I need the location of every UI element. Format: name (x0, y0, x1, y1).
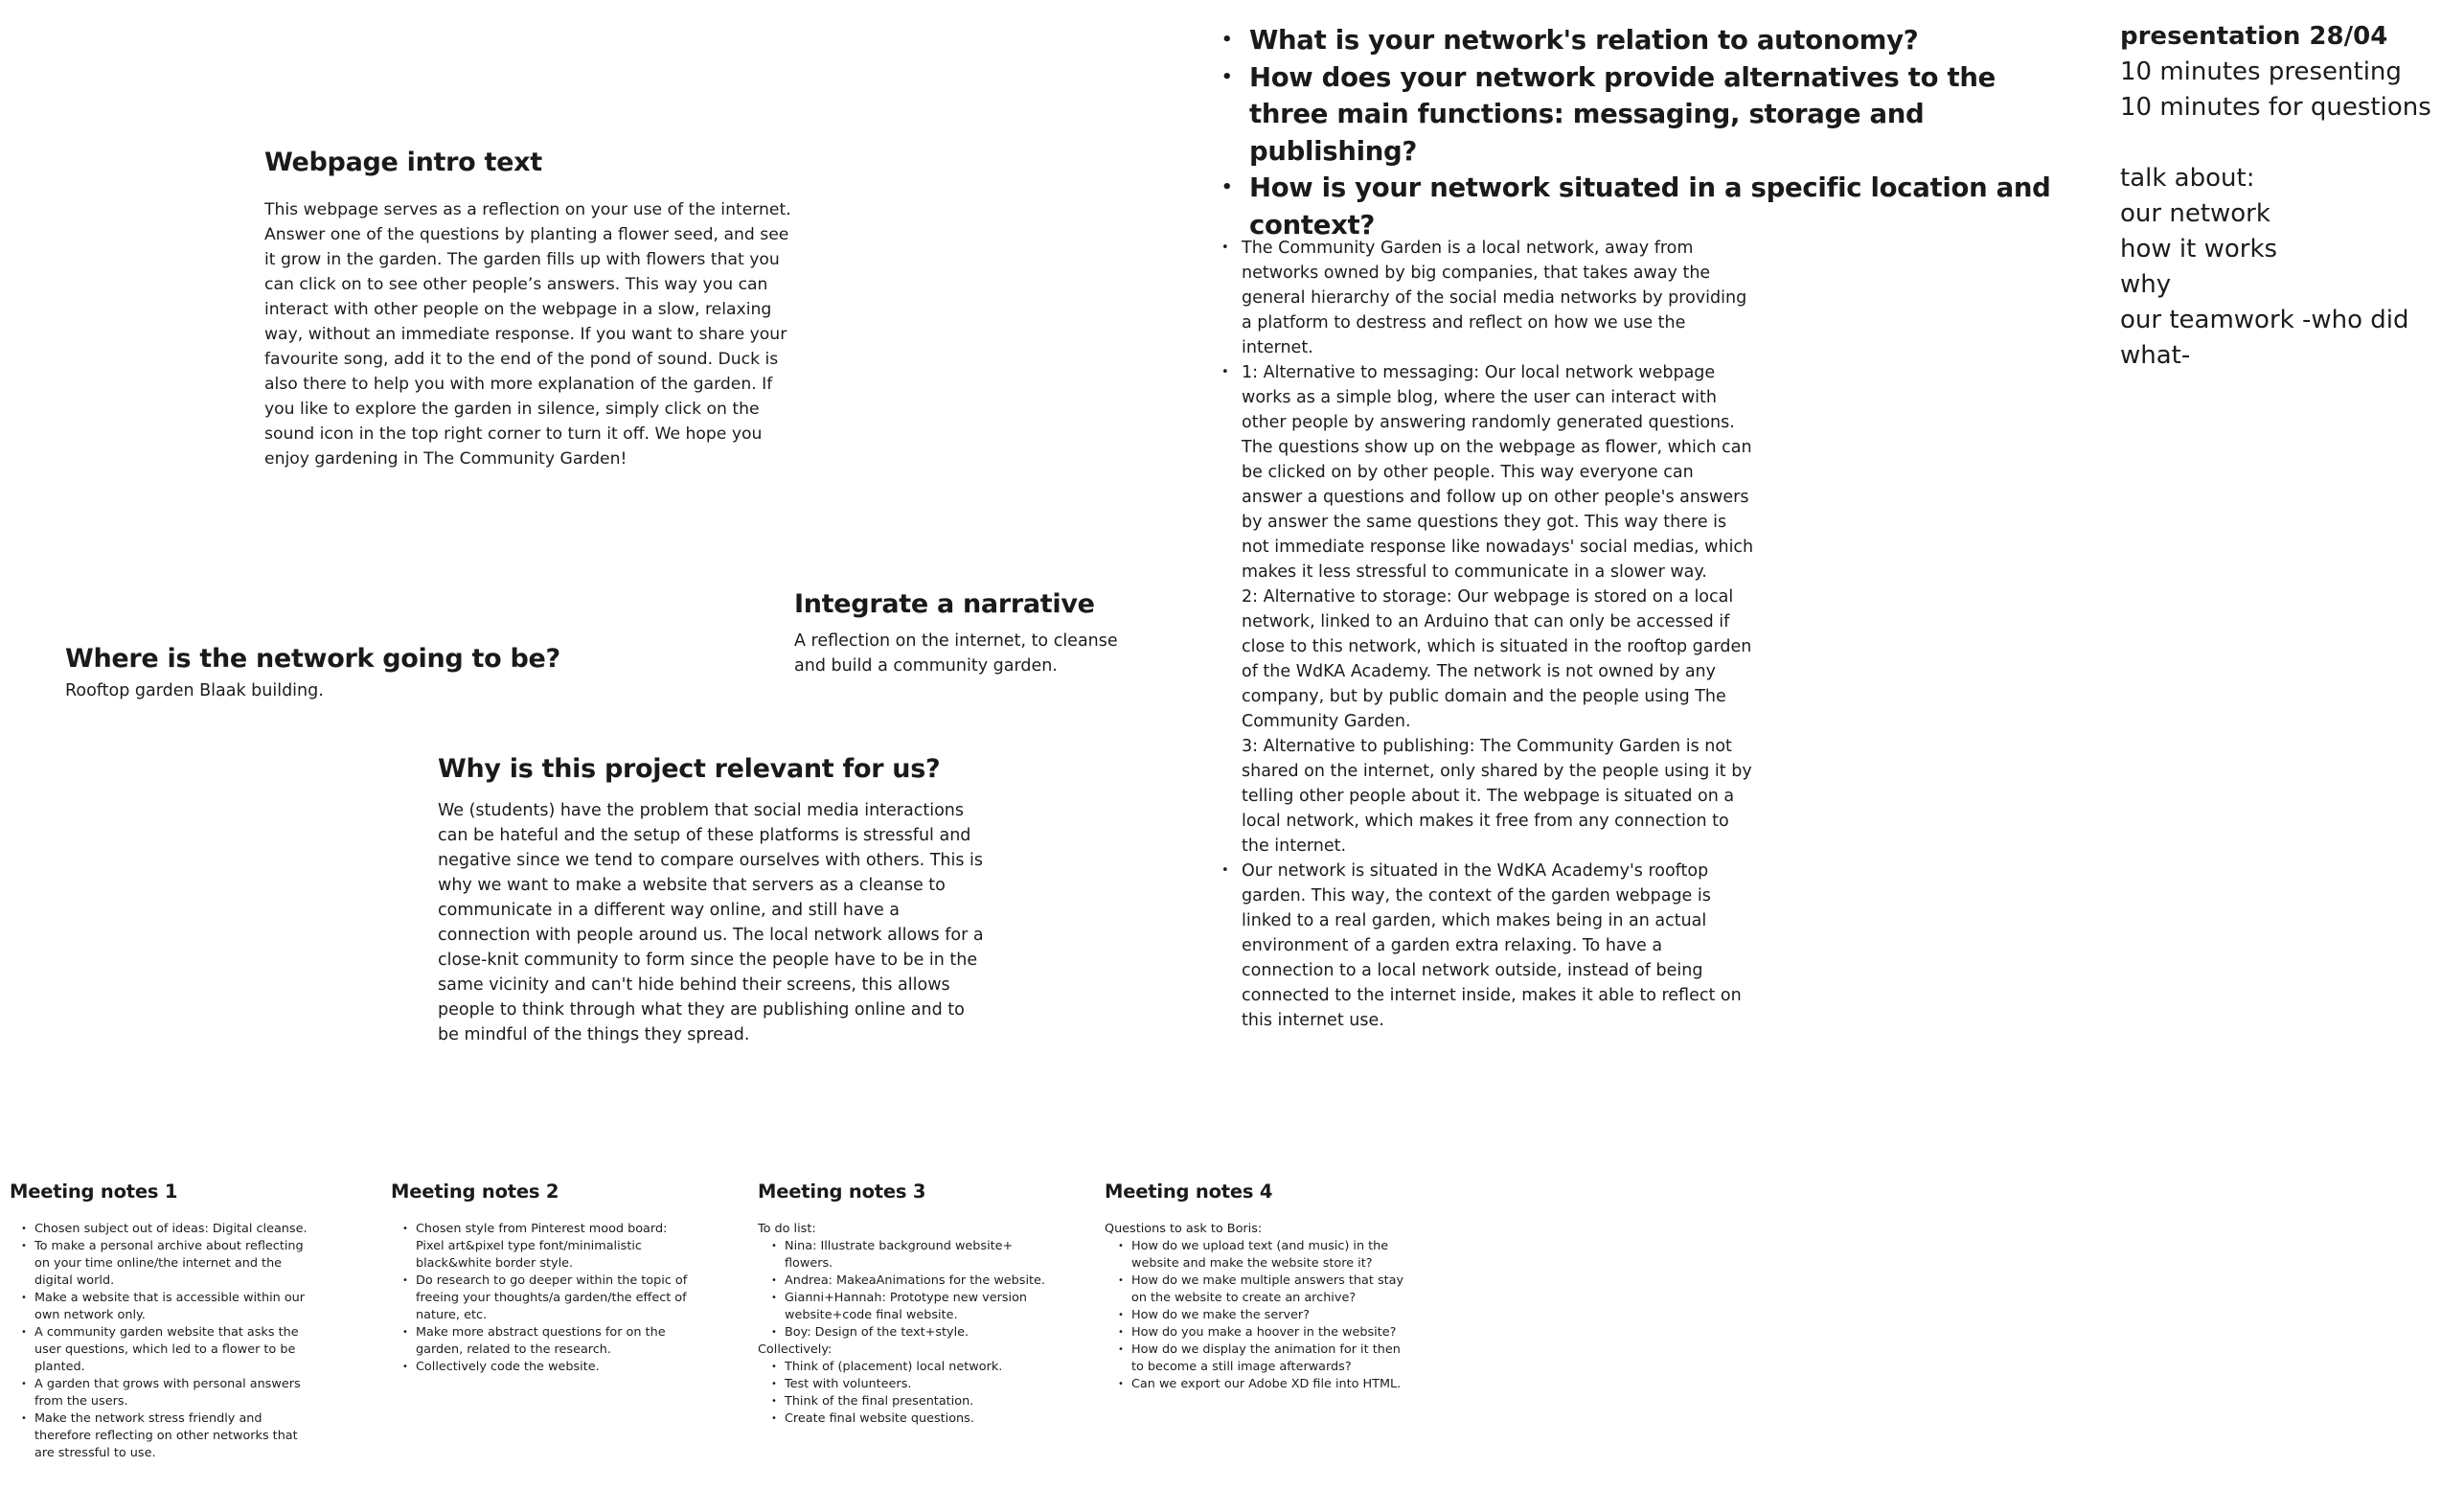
meeting-notes-1 (10, 1179, 316, 1462)
todo-label: To do list: (758, 1222, 816, 1236)
talk-item: our teamwork -who did what- (2120, 306, 2409, 370)
intro-body: This webpage serves as a reflection on your use of the internet. Answer one of the questions by planting a flower seed, and see it grow in the garden. The garden fills up with flowers that you can click on to see other people’s answers. This way you can interact with other people on the webpage in a slow, relaxing way, without an immediate response. If you want to share your favourite song, add it to the end of the pond of sound. Duck is also there to help you with more explanation of the garden. If you like to explore the garden in silence, simply click on the sound icon in the top right corner to turn it off. We hope you enjoy gardening in The Community Garden! (264, 200, 791, 469)
narrative-heading: Integrate a narrative (794, 589, 1095, 619)
question-item: • How do we display the animation for it then to become a still image afterwards? (1105, 1341, 1411, 1376)
question-item: • How do we make multiple answers that stay on the website to create an archive? (1105, 1272, 1411, 1307)
narrative-body: A reflection on the internet, to cleanse and build a community garden. (794, 631, 1118, 676)
presentation-notes (2120, 19, 2464, 374)
note-item: • Make more abstract questions for on the garden, related to the research. (391, 1324, 697, 1359)
note-item: • Make the network stress friendly and therefore reflecting on other networks that are stressful to use. (10, 1410, 316, 1462)
alternative-storage: 2: Alternative to storage: Our webpage is stored on a local network, linked to an Arduino that can only be accessed if close to this network, which is situated in the rooftop garden of the WdKA Academy. The network is not owned by any company, but by public domain and the people using The Community Garden. (1242, 587, 1752, 731)
todo-list (758, 1238, 1064, 1341)
relevance-block (438, 752, 984, 1047)
answer-location: • Our network is situated in the WdKA Academy's rooftop garden. This way, the context of the garden webpage is linked to a real garden, which makes being in an actual environment of a garden extra relaxing. To have a connection to a local network outside, instead of being connected to the internet inside, makes it able to reflect on this internet use. (1221, 859, 1758, 1033)
intro-heading: Webpage intro text (264, 148, 542, 177)
note-item: • To make a personal archive about reflecting on your time online/the internet and the digital world. (10, 1238, 316, 1290)
presentation-line: 10 minutes for questions (2120, 93, 2431, 122)
meeting-notes-list (10, 1221, 316, 1462)
questions-label: Questions to ask to Boris: (1105, 1222, 1263, 1236)
note-item: • A community garden website that asks the user questions, which led to a flower to be planted. (10, 1324, 316, 1376)
meeting-notes-heading: Meeting notes 4 (1105, 1181, 1273, 1203)
spacer (2120, 126, 2464, 161)
collective-label: Collectively: (758, 1342, 833, 1357)
meeting-notes-4 (1105, 1179, 1411, 1393)
collective-item: • Think of the final presentation. (758, 1393, 1064, 1410)
answer-alternatives (1221, 360, 1758, 859)
talk-item: how it works (2120, 235, 2278, 264)
alternative-publishing: 3: Alternative to publishing: The Community Garden is not shared on the internet, only shared by the people using it by telling other people about it. The webpage is situated on a local network, which makes it free from any connection to the internet. (1242, 737, 1752, 856)
presentation-line: 10 minutes presenting (2120, 57, 2402, 86)
todo-item: • Gianni+Hannah: Prototype new version website+code final website. (758, 1290, 1064, 1324)
question-item: • How do we upload text (and music) in the website and make the website store it? (1105, 1238, 1411, 1272)
meeting-notes-list (391, 1221, 697, 1376)
question-item: • How do we make the server? (1105, 1307, 1411, 1324)
meeting-notes-heading: Meeting notes 1 (10, 1181, 178, 1203)
todo-item: • Andrea: MakeaAnimations for the website. (758, 1272, 1064, 1290)
presentation-title: presentation 28/04 (2120, 22, 2388, 51)
intro-text-block (264, 146, 801, 471)
boris-questions-list (1105, 1238, 1411, 1393)
todo-item: • Nina: Illustrate background website+ flowers. (758, 1238, 1064, 1272)
relevance-body: We (students) have the problem that social media interactions can be hateful and the setup of these platforms is stressful and negative since we tend to compare ourselves with others. This is why we want to make a website that servers as a cleanse to communicate in a different way online, and still have a connection with people around us. The local network allows for a close-knit community to form since the people have to be in the same vicinity and can't hide behind their screens, this allows people to think through what they are publishing online and to be mindful of the things they spread. (438, 801, 984, 1044)
talk-about-label: talk about: (2120, 164, 2255, 193)
location-block (65, 642, 563, 703)
note-item: • Collectively code the website. (391, 1359, 697, 1376)
note-item: • Chosen subject out of ideas: Digital cleanse. (10, 1221, 316, 1238)
location-body: Rooftop garden Blaak building. (65, 681, 324, 700)
collective-item: • Create final website questions. (758, 1410, 1064, 1428)
alternative-messaging: • 1: Alternative to messaging: Our local network webpage works as a simple blog, where the user can interact with other people by answering randomly generated questions. The questions show up on the webpage as flower, which can be clicked on by other people. This way everyone can answer a questions and follow up on other people's answers by answer the same questions they got. This way there is not immediate response like nowadays' social medias, which makes it less stressful to communicate in a slower way. (1242, 363, 1754, 582)
todo-item: • Boy: Design of the text+style. (758, 1324, 1064, 1341)
collective-item: • Test with volunteers. (758, 1376, 1064, 1393)
location-heading: Where is the network going to be? (65, 644, 560, 674)
talk-item: why (2120, 270, 2172, 299)
meeting-notes-3 (758, 1179, 1064, 1428)
question-item: • How do you make a hoover in the website? (1105, 1324, 1411, 1341)
narrative-block (794, 586, 1139, 678)
note-item: • A garden that grows with personal answers from the users. (10, 1376, 316, 1410)
meeting-notes-heading: Meeting notes 3 (758, 1181, 926, 1203)
network-answers-list (1221, 236, 1758, 1033)
network-questions-list (1221, 22, 2065, 243)
note-item: • Make a website that is accessible within our own network only. (10, 1290, 316, 1324)
answer-autonomy: • The Community Garden is a local network, away from networks owned by big companies, that takes away the general hierarchy of the social media networks by providing a platform to destress and reflect on how we use the internet. (1221, 236, 1758, 360)
question-item: • What is your network's relation to autonomy? (1221, 22, 2065, 59)
meeting-notes-2 (391, 1179, 697, 1376)
collective-item: • Think of (placement) local network. (758, 1359, 1064, 1376)
question-item: • How does your network provide alternatives to the three main functions: messaging, storage and publishing? (1221, 59, 2065, 171)
collective-list (758, 1359, 1064, 1428)
question-item: • How is your network situated in a specific location and context? (1221, 170, 2065, 243)
note-item: • Chosen style from Pinterest mood board: Pixel art&pixel type font/minimalistic black&white border style. (391, 1221, 697, 1272)
meeting-notes-heading: Meeting notes 2 (391, 1181, 559, 1203)
relevance-heading: Why is this project relevant for us? (438, 754, 941, 784)
note-item: • Do research to go deeper within the topic of freeing your thoughts/a garden/the effect of nature, etc. (391, 1272, 697, 1324)
question-item: • Can we export our Adobe XD file into HTML. (1105, 1376, 1411, 1393)
talk-item: our network (2120, 199, 2270, 228)
